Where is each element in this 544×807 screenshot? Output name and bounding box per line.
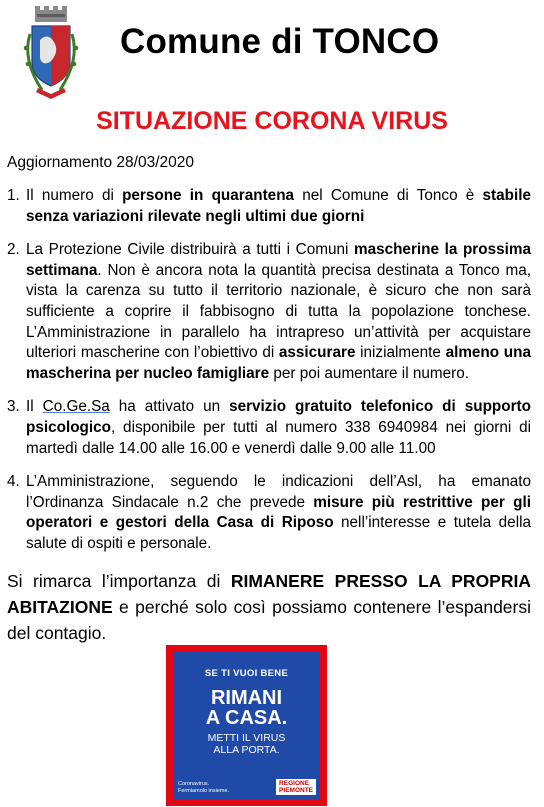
cogesa-link: Co.Ge.Sa — [42, 398, 110, 416]
poster-line3 — [173, 732, 320, 756]
item-text-part: nell’interesse e tutela della salute di ospiti e personale. — [26, 514, 531, 552]
update-date: Aggiornamento 28/03/2020 — [7, 154, 195, 171]
poster-line1: SE TI VUOI BENE — [204, 668, 289, 679]
poster-small-a: Coronavirus. — [178, 781, 210, 787]
item-text-part: La Protezione Civile distribuirà a tutti i Comuni — [26, 241, 354, 259]
stay-home-poster — [166, 645, 327, 806]
list-item — [7, 397, 531, 459]
item-text-part: . Non è ancora nota la quantità precisa destinata a Tonco ma, vista la carenza su tutto il territorio nazionale, è sicuro che non sarà sufficiente a coprire il fabbisogno di tutta la popolazione tonchese. L’Amministrazione in parallelo ha intrapreso un’attività per acquistare ulteriori mascherine con l’obiettivo di — [26, 261, 531, 362]
list-item — [7, 186, 531, 227]
item-text — [26, 186, 531, 227]
item-text-part: nel Comune di Tonco è — [294, 187, 483, 204]
item-text-part: stabile senza variazioni rilevate negli ultimi due giorni — [26, 187, 531, 225]
closing-text-part: Si rimarca l’importanza di — [7, 571, 231, 591]
item-text-part: Il — [26, 398, 43, 416]
item-number: 2. — [7, 241, 20, 259]
item-text-part: servizio gratuito telefonico di supporto psicologico — [26, 398, 531, 436]
closing-paragraph — [7, 568, 531, 646]
page-title: Comune di TONCO — [120, 22, 440, 61]
item-text-part: misure più restrittive per gli operatori e gestori della Casa di Riposo — [26, 493, 531, 532]
item-text — [26, 472, 531, 554]
poster-small-text — [178, 781, 229, 794]
item-text-part: almeno una mascherina per nucleo famigliare — [26, 344, 531, 382]
poster-line3-a: METTI IL VIRUS — [207, 732, 286, 744]
item-text-part: assicurare — [278, 344, 356, 362]
item-text-part: Il numero di — [26, 187, 123, 204]
item-text-part: inizialmente — [355, 344, 446, 362]
tonco-coat-of-arms-icon — [20, 4, 82, 100]
badge-line-a: REGIONE — [279, 780, 310, 787]
item-number: 1. — [7, 187, 20, 204]
regione-piemonte-logo — [276, 779, 316, 795]
numbered-list — [7, 186, 531, 568]
item-text-part: L’Amministrazione, seguendo le indicazioni dell’Asl, ha emanato l’Ordinanza Sindacale n.2 che prevede — [26, 473, 531, 511]
item-text-part: persone in quarantena — [122, 187, 295, 204]
closing-text-part: e perché solo così possiamo contenere l’espandersi del contagio. — [7, 597, 531, 643]
item-text-part: per poi aumentare il numero. — [269, 364, 469, 382]
poster-small-b: Fermiamolo insieme. — [178, 787, 230, 794]
item-text — [26, 240, 531, 384]
item-number: 4. — [7, 473, 20, 491]
poster-line3-b: ALLA PORTA. — [213, 744, 280, 756]
item-number: 3. — [7, 398, 20, 416]
item-text — [26, 397, 531, 459]
item-text-part: mascherine la prossima settimana — [26, 241, 531, 279]
poster-headline-b: A CASA. — [205, 707, 288, 729]
page-subtitle: SITUAZIONE CORONA VIRUS — [96, 107, 448, 135]
list-item — [7, 240, 531, 384]
list-item — [7, 472, 531, 554]
closing-text-part: RIMANERE PRESSO LA PROPRIA ABITAZIONE — [7, 571, 531, 617]
item-text-part: ha attivato un — [109, 398, 230, 416]
badge-line-b: PIEMONTE — [279, 787, 313, 794]
poster-headline-a: RIMANI — [210, 687, 283, 709]
poster-headline — [173, 688, 320, 728]
item-text-part: , disponibile per tutti al numero 338 6940984 nei giorni di martedì dalle 14.00 alle 16.00 e venerdì dalle 9.00 alle 11.00 — [26, 418, 531, 457]
poster-panel — [173, 652, 320, 799]
